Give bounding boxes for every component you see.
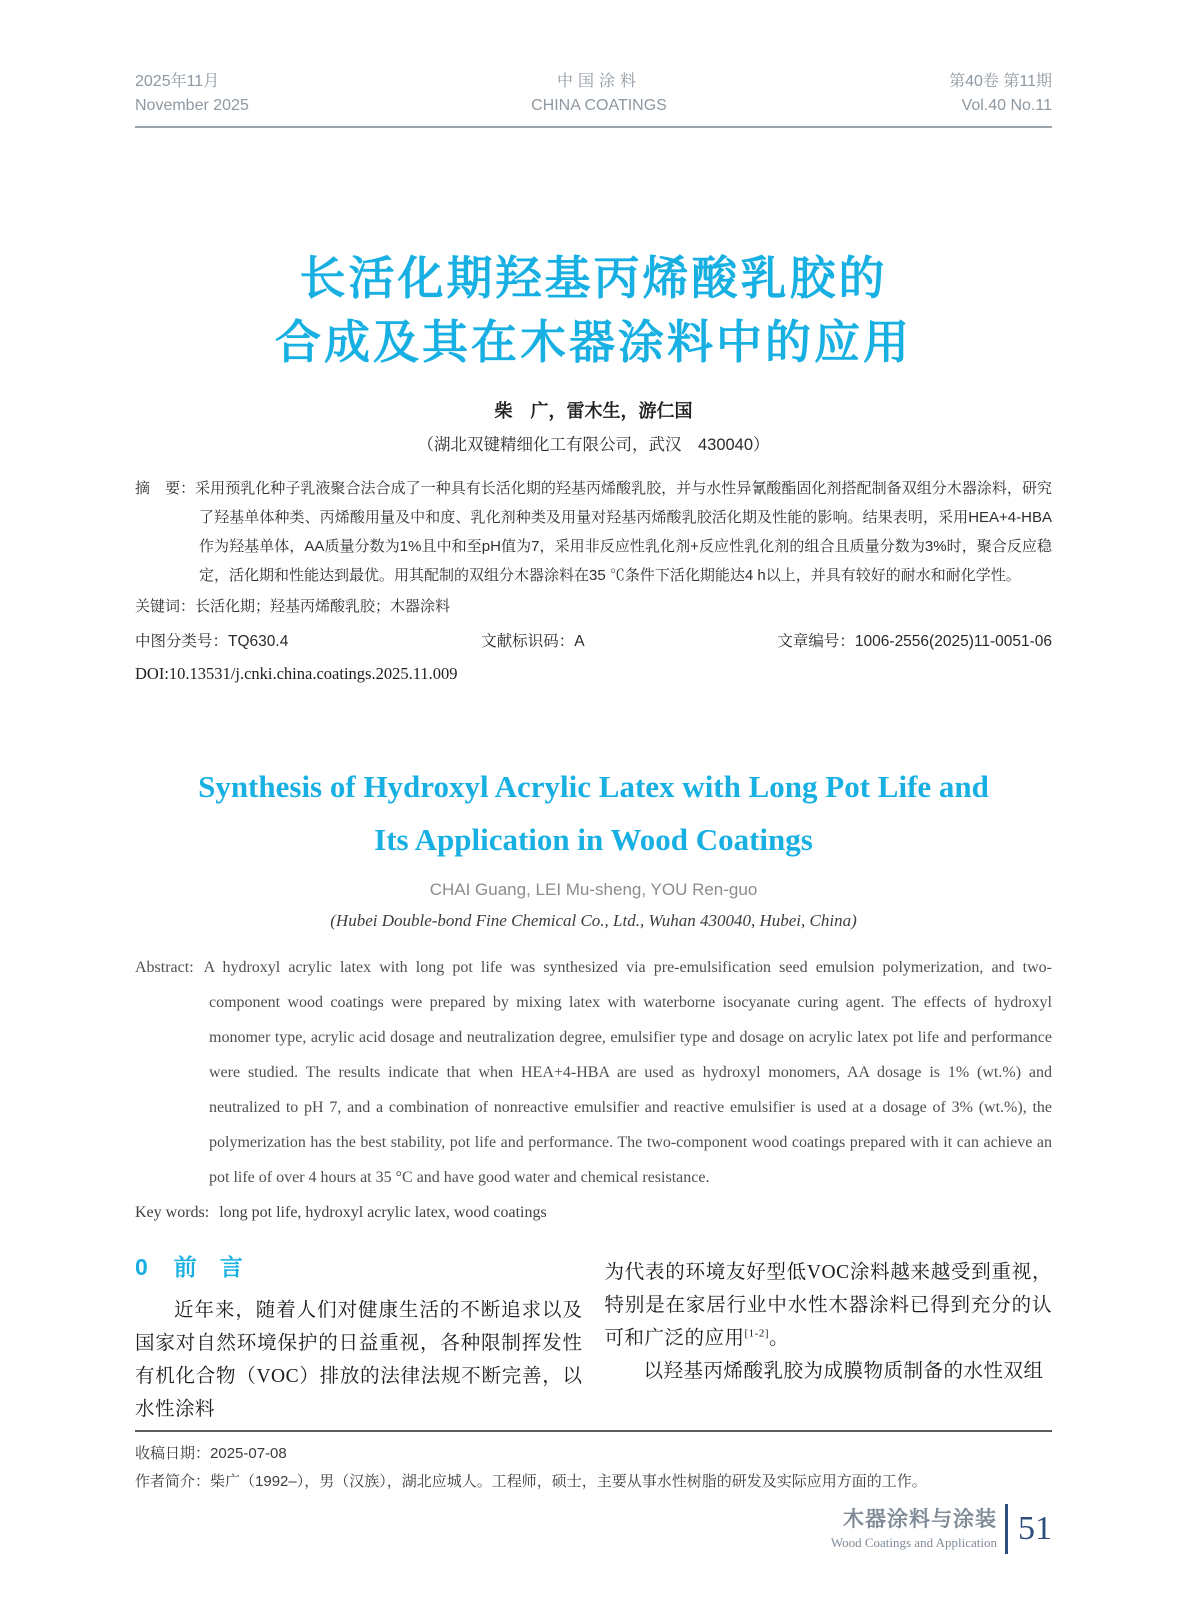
- header-journal-name: [531, 70, 667, 118]
- header-date-en: November 2025: [135, 97, 249, 114]
- section-title: 前 言: [173, 1254, 243, 1280]
- authors-en: CHAI Guang, LEI Mu-sheng, YOU Ren-guo: [429, 880, 758, 899]
- abstract-en-label: Abstract:: [135, 959, 194, 976]
- document-code: [481, 627, 584, 656]
- document-code-value: A: [574, 633, 585, 650]
- header-date-cn: 2025年11月: [135, 73, 220, 90]
- abstract-en: [135, 950, 1052, 1195]
- intro-right-end: 。: [769, 1328, 790, 1349]
- journal-name-en: CHINA COATINGS: [531, 97, 667, 114]
- section-number: 0: [135, 1254, 148, 1280]
- classification-row: [135, 627, 1052, 656]
- intro-left-column: [135, 1252, 583, 1426]
- clc-label: 中图分类号：: [135, 633, 229, 650]
- intro-paragraph-left: 近年来，随着人们对健康生活的不断追求以及国家对自然环境保护的日益重视，各种限制挥发性有机化合物（VOC）排放的法律法规不断完善，以水性涂料: [135, 1300, 583, 1420]
- author-bio-label: 作者简介：: [135, 1473, 211, 1490]
- affiliation-cn: （湖北双键精细化工有限公司，武汉 430040）: [417, 436, 770, 454]
- intro-paragraph-right: [605, 1256, 1053, 1355]
- header-volume: [949, 70, 1052, 118]
- clc-number: [135, 627, 288, 656]
- keywords-en: [135, 1195, 1052, 1230]
- keywords-en-text: long pot life, hydroxyl acrylic latex, wood coatings: [219, 1204, 547, 1221]
- keywords-cn-label: 关键词：: [135, 598, 196, 615]
- title-en-line1: Synthesis of Hydroxyl Acrylic Latex with Long Pot Life and: [198, 769, 989, 804]
- intro-columns: [135, 1252, 1052, 1426]
- volume-issue-en: Vol.40 No.11: [961, 97, 1052, 114]
- journal-header: [135, 0, 1052, 128]
- title-cn-line2: 合成及其在木器涂料中的应用: [275, 316, 912, 368]
- authors-cn: 柴 广，雷木生，游仁国: [494, 401, 693, 421]
- abstract-en-text: A hydroxyl acrylic latex with long pot life was synthesized via pre-emulsification seed emulsion polymerization, and two-component wood coatings were prepared by mixing latex with waterborne isocyanate curing agent. The effects of hydroxyl monomer type, acrylic acid dosage and neutralization degree, emulsifier type and dosage on acrylic latex pot life and performance were studied. The results indicate that when HEA+4-HBA are used as hydroxyl monomers, AA dosage is 1% (wt.%) and neutralized to pH 7, and a combination of nonreactive emulsifier and reactive emulsifier is used at a dosage of 3% (wt.%), the polymerization has the best stability, pot life and performance. The two-component wood coatings prepared with it can achieve an pot life of over 4 hours at 35 °C and have good water and chemical resistance.: [203, 959, 1052, 1186]
- footer-divider-bar: [1005, 1504, 1008, 1554]
- document-code-label: 文献标识码：: [481, 633, 575, 650]
- keywords-en-label: Key words:: [135, 1204, 210, 1221]
- title-en-line2: Its Application in Wood Coatings: [374, 822, 813, 857]
- section-heading-intro: [135, 1252, 583, 1282]
- article-title-en: [0, 760, 1187, 866]
- title-cn-line1: 长活化期羟基丙烯酸乳胶的: [299, 252, 888, 304]
- citation-ref: [1-2]: [744, 1327, 770, 1340]
- affiliation-en: (Hubei Double-bond Fine Chemical Co., Ltd., Wuhan 430040, Hubei, China): [330, 911, 857, 930]
- column-title-en: Wood Coatings and Application: [830, 1534, 997, 1550]
- header-date: [135, 70, 249, 118]
- article-id-value: 1006-2556(2025)11-0051-06: [854, 633, 1052, 650]
- article-id: [777, 627, 1052, 656]
- intro-paragraph-right-2: 以羟基丙烯酸乳胶为成膜物质制备的水性双组: [643, 1361, 1044, 1382]
- received-date-label: 收稿日期：: [135, 1445, 211, 1462]
- abstract-cn-text: 采用预乳化种子乳液聚合法合成了一种具有长活化期的羟基丙烯酸乳胶，并与水性异氰酸酯固化剂搭配制备双组分木器涂料，研究了羟基单体种类、丙烯酸用量及中和度、乳化剂种类及用量对羟基丙烯酸乳胶活化期及性能的影响。结果表明，采用HEA+4-HBA作为羟基单体，AA质量分数为1%且中和至pH值为7，采用非反应性乳化剂+反应性乳化剂的组合且质量分数为3%时，聚合反应稳定，活化期和性能达到最优。用其配制的双组分木器涂料在35 ℃条件下活化期能达4 h以上，并具有较好的耐水和耐化学性。: [195, 480, 1052, 584]
- doi: DOI:10.13531/j.cnki.china.coatings.2025.11.009: [135, 664, 458, 683]
- intro-right-text: 为代表的环境友好型低VOC涂料越来越受到重视，特别是在家居行业中水性木器涂料已得到充分的认可和广泛的应用: [604, 1262, 1052, 1349]
- intro-right-column: [605, 1252, 1053, 1426]
- article-title-cn: [0, 246, 1187, 374]
- column-title-cn: 木器涂料与涂装: [843, 1507, 997, 1531]
- journal-name-cn: 中国涂料: [556, 73, 641, 90]
- received-date: [135, 1440, 1052, 1468]
- author-bio-value: 柴广（1992–），男（汉族），湖北应城人。工程师，硕士，主要从事水性树脂的研发及实际应用方面的工作。: [210, 1473, 927, 1490]
- page-number: 51: [1018, 1510, 1052, 1547]
- abstract-cn-label: 摘 要：: [135, 480, 196, 497]
- received-date-value: 2025-07-08: [210, 1445, 287, 1462]
- abstract-cn: [135, 474, 1052, 590]
- column-section-title: [831, 1508, 997, 1551]
- clc-value: TQ630.4: [228, 633, 289, 650]
- keywords-cn-text: 长活化期；羟基丙烯酸乳胶；木器涂料: [195, 598, 451, 615]
- keywords-cn: [135, 592, 1052, 621]
- article-id-label: 文章编号：: [777, 633, 855, 650]
- volume-issue-cn: 第40卷 第11期: [949, 73, 1052, 90]
- page-footer: [831, 1504, 1052, 1554]
- author-bio: [135, 1468, 1052, 1496]
- footnotes: [135, 1430, 1052, 1496]
